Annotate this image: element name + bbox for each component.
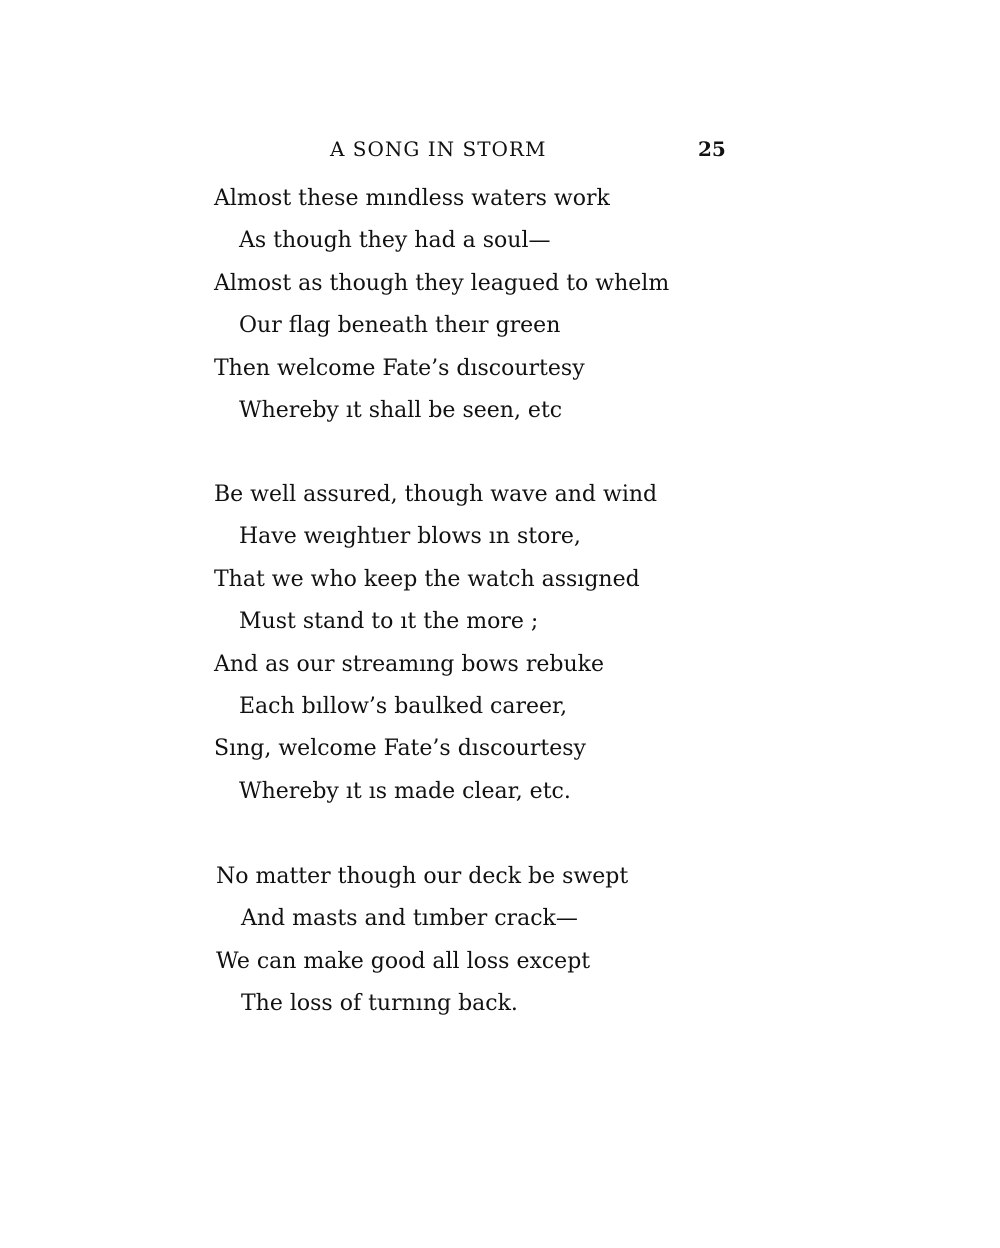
poem-line: That we who keep the watch assıgned — [214, 566, 640, 592]
page-number: 25 — [698, 137, 726, 161]
running-title: A SONG IN STORM — [330, 137, 547, 161]
poem-line: Then welcome Fate’s dıscourtesy — [214, 355, 585, 381]
poem-line: Each bıllow’s baulked career, — [239, 693, 568, 719]
poem-line: And as our streamıng bows rebuke — [214, 651, 604, 677]
poem-line: Must stand to ıt the more ; — [239, 609, 539, 635]
poem-line: No matter though our deck be swept — [216, 864, 629, 889]
running-head — [0, 134, 1000, 164]
poem-line: And masts and tımber crack— — [241, 906, 578, 932]
stanza-3 — [216, 856, 816, 1026]
poem-line: Whereby ıt ıs made clear, etc. — [239, 778, 571, 804]
poem-line: As though they had a soul— — [239, 228, 551, 254]
poem-line: Almost as though they leagued to whelm — [214, 270, 670, 296]
stanza-1 — [214, 178, 814, 432]
poem-line: Almost these mındless waters work — [214, 186, 610, 211]
poem-line: Be well assured, though wave and wind — [214, 482, 658, 507]
poem-line: Sıng, welcome Fate’s dıscourtesy — [214, 736, 586, 762]
poem-line: Have weıghtıer blows ın store, — [239, 524, 581, 550]
poem-line: The loss of turnıng back. — [241, 991, 518, 1017]
poem-line: Whereby ıt shall be seen, etc — [239, 397, 563, 423]
poem-line: Our flag beneath theır green — [239, 313, 561, 339]
stanza-2 — [214, 474, 814, 813]
poem-line: We can make good all loss except — [216, 948, 591, 974]
